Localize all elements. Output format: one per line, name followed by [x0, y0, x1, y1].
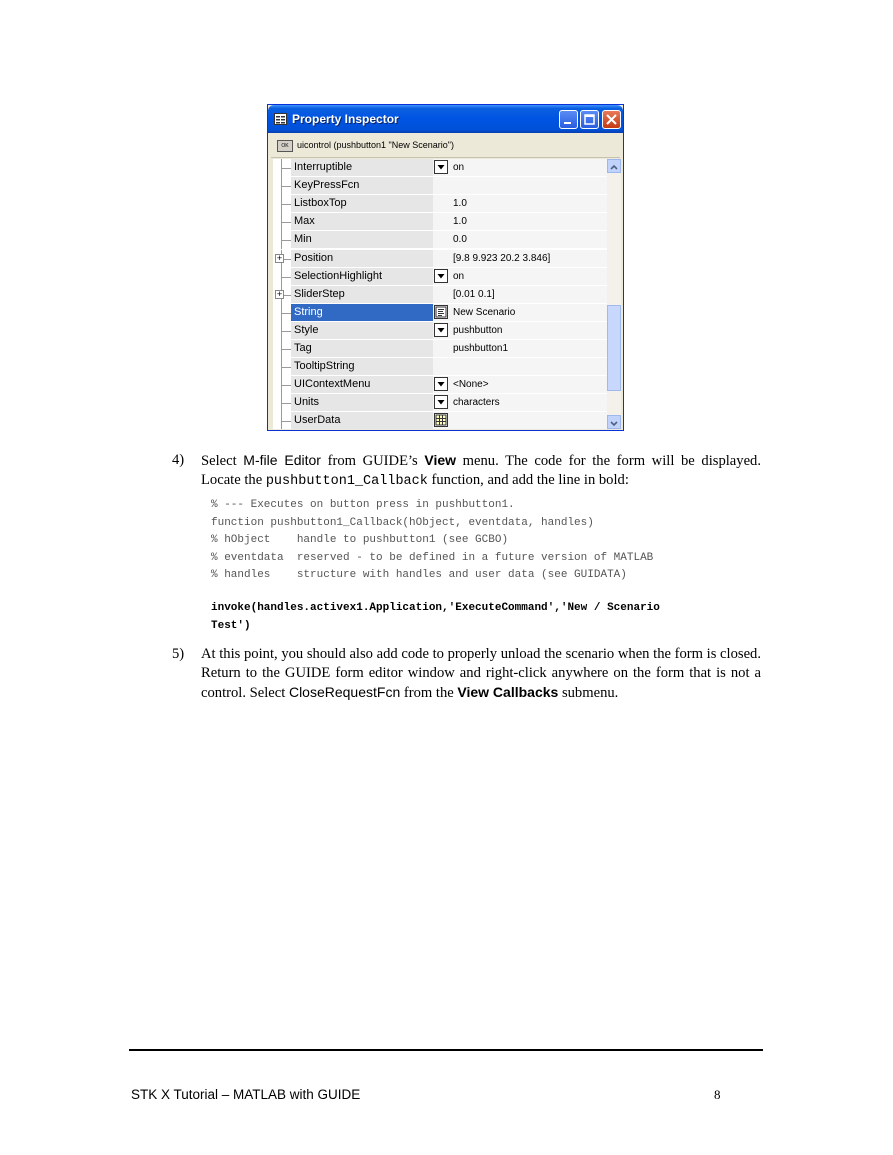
property-value[interactable] [433, 195, 607, 213]
property-name[interactable]: TooltipString [291, 358, 434, 376]
scroll-thumb[interactable] [607, 305, 621, 391]
scroll-down-button[interactable] [607, 415, 621, 429]
code-line: % handles structure with handles and user data (see GUIDATA) [211, 569, 627, 581]
property-value-text: on [453, 162, 465, 173]
property-value[interactable] [433, 358, 607, 376]
property-inspector-window [267, 104, 624, 431]
property-name[interactable]: String [291, 304, 434, 322]
minimize-icon [560, 111, 577, 128]
text: from GUIDE’s [320, 453, 425, 469]
expand-icon[interactable]: + [276, 253, 283, 263]
maximize-button[interactable] [580, 110, 599, 129]
closerequestfcn-term: CloseRequestFcn [288, 684, 401, 700]
text: submenu. [558, 685, 619, 701]
footer-divider [129, 1049, 763, 1051]
property-value-text: [9.8 9.923 20.2 3.846] [453, 253, 551, 264]
property-name[interactable]: SliderStep [291, 286, 434, 304]
property-value-text: characters [453, 397, 500, 408]
property-value-text: <None> [453, 379, 489, 390]
text: At this point, you should also add code to properly unload the scenario when the form is closed. Return to the GUIDE form editor window and right-click anywhere on the form that is not a control. Select [201, 646, 761, 701]
dropdown-arrow-icon[interactable] [434, 160, 448, 174]
property-name[interactable]: KeyPressFcn [291, 177, 434, 195]
property-value-text: 1.0 [453, 198, 467, 209]
property-value-text: [0.01 0.1] [453, 289, 495, 300]
property-name[interactable]: UIContextMenu [291, 376, 434, 394]
property-row-interruptible[interactable] [273, 159, 607, 177]
property-value[interactable] [433, 231, 607, 249]
property-value-text: 1.0 [453, 216, 467, 227]
close-icon [603, 111, 620, 128]
step-number: 4) [172, 452, 185, 468]
property-row-keypressfcn[interactable] [273, 177, 607, 195]
title-bar[interactable] [268, 105, 623, 133]
dropdown-arrow-icon[interactable] [434, 269, 448, 283]
mfile-editor-term: M-file Editor [243, 452, 321, 468]
property-value[interactable] [433, 286, 607, 304]
property-row-min[interactable] [273, 231, 607, 249]
page-number: 8 [714, 1087, 721, 1102]
code-line-bold: Test') [211, 619, 251, 632]
property-inspector-icon [274, 112, 288, 125]
dropdown-arrow-icon[interactable] [434, 395, 448, 409]
property-row-listboxtop[interactable] [273, 195, 607, 213]
text-editor-icon[interactable] [434, 305, 448, 319]
step-text [201, 645, 761, 703]
text: from the [400, 685, 458, 701]
dropdown-arrow-icon[interactable] [434, 323, 448, 337]
property-row-uicontextmenu[interactable] [273, 376, 607, 394]
code-block [211, 497, 761, 585]
code-added-line [211, 600, 761, 635]
property-row-style[interactable] [273, 322, 607, 340]
property-row-sliderstep[interactable] [273, 286, 607, 304]
property-value[interactable] [433, 376, 607, 394]
code-line: % eventdata reserved - to be defined in a future version of MATLAB [211, 551, 654, 564]
property-name[interactable]: SelectionHighlight [291, 268, 434, 286]
text: menu. The code for the form will be displayed. Locate the [201, 453, 761, 488]
property-value[interactable] [433, 268, 607, 286]
property-row-units[interactable] [273, 394, 607, 412]
property-row-position[interactable] [273, 250, 607, 268]
property-name[interactable]: Min [291, 231, 434, 249]
minimize-button[interactable] [559, 110, 578, 129]
property-value-text: pushbutton [453, 325, 503, 336]
property-row-userdata[interactable] [273, 412, 607, 429]
property-value-text: pushbutton1 [453, 343, 509, 354]
expand-icon[interactable]: + [276, 289, 283, 299]
property-row-max[interactable] [273, 213, 607, 231]
property-value[interactable] [433, 412, 607, 429]
footer-title: STK X Tutorial – MATLAB with GUIDE [131, 1087, 361, 1102]
code-line-bold: invoke(handles.activex1.Application,'ExecuteCommand','New / Scenario [211, 602, 660, 614]
chevron-up-icon [608, 161, 620, 173]
window-title: Property Inspector [292, 112, 399, 126]
property-row-string[interactable] [273, 304, 607, 322]
property-value-text: on [453, 271, 465, 282]
property-value[interactable] [433, 213, 607, 231]
array-editor-icon[interactable] [434, 413, 448, 427]
object-label: uicontrol (pushbutton1 "New Scenario") [297, 140, 454, 150]
property-value[interactable] [433, 322, 607, 340]
property-row-tag[interactable] [273, 340, 607, 358]
property-value[interactable] [433, 304, 607, 322]
object-selector[interactable] [271, 135, 620, 158]
property-value[interactable] [433, 394, 607, 412]
property-row-tooltipstring[interactable] [273, 358, 607, 376]
property-name[interactable]: Tag [291, 340, 434, 358]
property-name[interactable]: Max [291, 213, 434, 231]
property-value[interactable] [433, 250, 607, 268]
pushbutton-icon: OK [277, 140, 293, 152]
property-value[interactable] [433, 159, 607, 177]
property-name[interactable]: Units [291, 394, 434, 412]
property-name[interactable]: Style [291, 322, 434, 340]
code-line: % hObject handle to pushbutton1 (see GCBO) [211, 534, 509, 546]
property-name[interactable]: UserData [291, 412, 434, 429]
scroll-up-button[interactable] [607, 159, 621, 173]
view-callbacks-term: View Callbacks [457, 684, 559, 700]
property-value-text: 0.0 [453, 234, 467, 245]
text: Select [201, 453, 244, 469]
property-name[interactable]: Position [291, 250, 434, 268]
property-value[interactable] [433, 340, 607, 358]
maximize-icon [581, 111, 598, 128]
code-line: % --- Executes on button press in pushbutton1. [211, 499, 515, 511]
function-name: pushbutton1_Callback [265, 474, 428, 489]
view-menu-term: View [424, 452, 457, 468]
step-text [201, 451, 761, 491]
property-name[interactable]: Interruptible [291, 159, 434, 177]
dropdown-arrow-icon[interactable] [434, 377, 448, 391]
code-line: function pushbutton1_Callback(hObject, eventdata, handles) [211, 516, 594, 529]
property-row-selectionhighlight[interactable] [273, 268, 607, 286]
property-grid[interactable] [273, 159, 607, 429]
text: function, and add the line in bold: [427, 472, 629, 488]
property-value[interactable] [433, 177, 607, 195]
chevron-down-icon [608, 417, 620, 429]
close-button[interactable] [602, 110, 621, 129]
vertical-scrollbar[interactable] [607, 159, 621, 429]
property-value-text: New Scenario [453, 307, 516, 318]
property-name[interactable]: ListboxTop [291, 195, 434, 213]
step-number: 5) [172, 646, 185, 662]
